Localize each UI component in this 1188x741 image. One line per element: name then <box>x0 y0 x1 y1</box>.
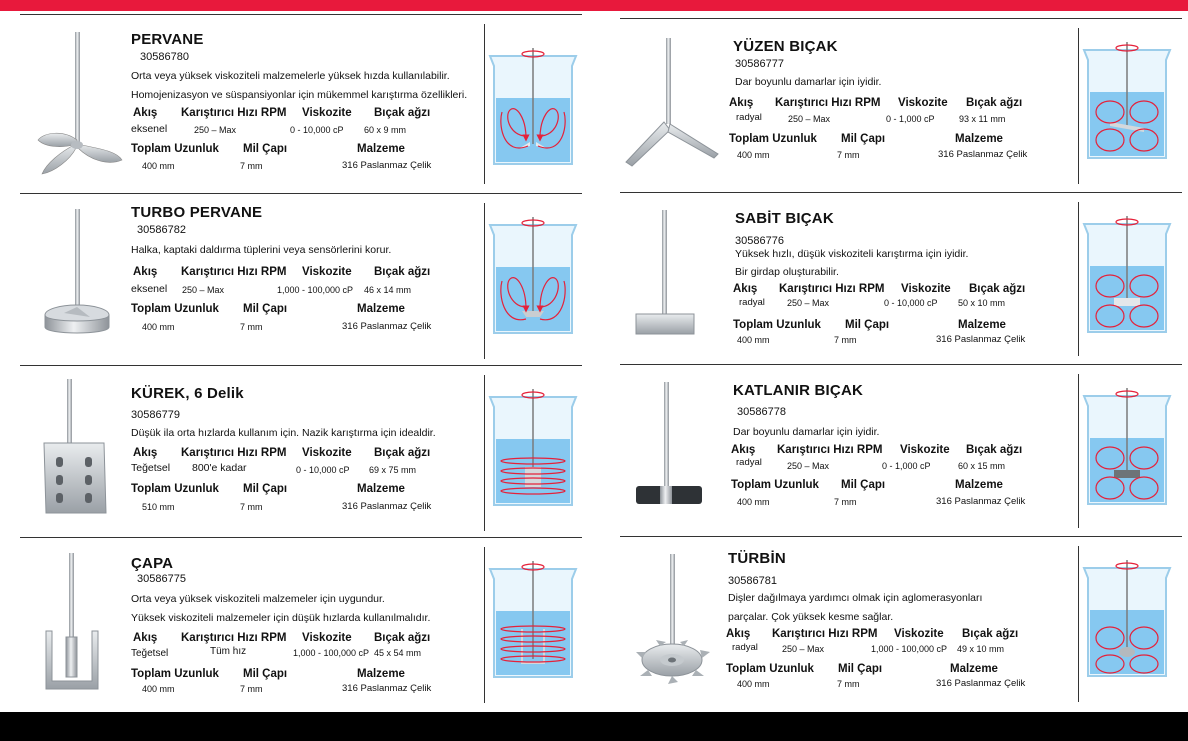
value-rpm: 250 – Max <box>782 644 825 654</box>
value-shaft: 7 mm <box>240 161 263 171</box>
value-material: 316 Paslanmaz Çelik <box>342 683 432 694</box>
turbine-image <box>634 554 724 690</box>
value-shaft: 7 mm <box>240 684 263 694</box>
beaker-diagram-axial <box>486 46 582 170</box>
label-rpm: Karıştırıcı Hızı RPM <box>181 107 287 119</box>
product-card-turbin <box>620 536 1182 708</box>
label-viscosity: Viskozite <box>302 632 352 644</box>
value-length: 400 mm <box>737 335 770 345</box>
product-desc: Dar boyunlu damarlar için iyidir. <box>733 426 880 438</box>
label-flow: Akış <box>133 632 158 644</box>
product-title: SABİT BIÇAK <box>735 210 834 227</box>
value-viscosity: 1,000 - 100,000 cP <box>277 285 354 295</box>
product-desc: Dar boyunlu damarlar için iyidir. <box>735 76 882 88</box>
label-material: Malzeme <box>955 133 1003 145</box>
product-desc: Halka, kaptaki daldırma tüplerini veya sensörlerini korur. <box>131 244 392 256</box>
value-viscosity: 1,000 - 100,000 cP <box>293 648 370 658</box>
product-title: PERVANE <box>131 31 204 48</box>
label-viscosity: Viskozite <box>898 97 948 109</box>
label-shaft: Mil Çapı <box>243 303 288 315</box>
value-flow: radyal <box>732 642 758 653</box>
value-length: 400 mm <box>737 150 770 160</box>
product-title: ÇAPA <box>131 555 174 572</box>
label-material: Malzeme <box>357 483 405 495</box>
value-length: 400 mm <box>737 497 770 507</box>
label-viscosity: Viskozite <box>894 628 944 640</box>
value-blade: 49 x 10 mm <box>957 644 1005 654</box>
label-material: Malzeme <box>357 303 405 315</box>
beaker-diagram-tangential <box>486 387 582 511</box>
value-shaft: 7 mm <box>834 335 857 345</box>
label-flow: Akış <box>731 444 756 456</box>
product-title: TURBO PERVANE <box>131 204 263 221</box>
paddle-image <box>38 379 128 519</box>
value-viscosity: 0 - 10,000 cP <box>290 125 344 135</box>
label-blade: Bıçak ağzı <box>374 632 431 644</box>
product-title: KATLANIR BIÇAK <box>733 382 864 399</box>
value-flow: radyal <box>736 457 762 468</box>
beaker-diagram-radial <box>1080 214 1176 338</box>
label-viscosity: Viskozite <box>900 444 950 456</box>
product-desc: Yüksek hızlı, düşük viskoziteli karıştırma için iyidir. <box>735 248 969 260</box>
label-length: Toplam Uzunluk <box>131 668 219 680</box>
beaker-diagram-tangential <box>486 559 582 683</box>
product-card-capa <box>20 537 582 709</box>
value-length: 400 mm <box>142 161 175 171</box>
beaker-diagram-radial <box>1080 558 1176 682</box>
product-code: 30586782 <box>137 224 186 236</box>
value-flow: Teğetsel <box>131 648 169 659</box>
product-desc: Düşük ila orta hızlarda kullanım için. Nazik karıştırma için idealdir. <box>131 427 436 439</box>
product-code: 30586781 <box>728 575 777 587</box>
value-flow: eksenel <box>131 283 168 295</box>
product-code: 30586778 <box>737 406 786 418</box>
product-code: 30586777 <box>735 58 784 70</box>
label-length: Toplam Uzunluk <box>729 133 817 145</box>
value-rpm: 250 – Max <box>787 461 830 471</box>
label-length: Toplam Uzunluk <box>131 303 219 315</box>
label-shaft: Mil Çapı <box>838 663 883 675</box>
folding-blade-image <box>634 382 724 516</box>
value-rpm: 250 – Max <box>182 285 225 295</box>
label-length: Toplam Uzunluk <box>131 143 219 155</box>
label-rpm: Karıştırıcı Hızı RPM <box>181 266 287 278</box>
value-material: 316 Paslanmaz Çelik <box>342 321 432 332</box>
product-desc: Bir girdap oluşturabilir. <box>735 266 839 278</box>
value-shaft: 7 mm <box>240 322 263 332</box>
value-length: 400 mm <box>142 322 175 332</box>
value-shaft: 7 mm <box>837 679 860 689</box>
value-blade: 93 x 11 mm <box>959 114 1006 124</box>
label-flow: Akış <box>726 628 751 640</box>
product-code: 30586779 <box>131 409 180 421</box>
label-shaft: Mil Çapı <box>845 319 890 331</box>
value-material: 316 Paslanmaz Çelik <box>938 149 1028 160</box>
label-flow: Akış <box>133 107 158 119</box>
bottom-black-bar <box>0 712 1188 741</box>
product-card-kurek <box>20 365 582 535</box>
value-rpm: 250 – Max <box>788 114 831 124</box>
product-desc: Orta veya yüksek viskoziteli malzemelerle yüksek hızda kullanılabilir. <box>131 70 450 82</box>
value-flow: eksenel <box>131 123 168 135</box>
product-code: 30586776 <box>735 235 784 247</box>
label-material: Malzeme <box>357 143 405 155</box>
label-rpm: Karıştırıcı Hızı RPM <box>181 447 287 459</box>
label-blade: Bıçak ağzı <box>966 97 1023 109</box>
product-card-yuzen-bicak <box>620 18 1182 190</box>
label-shaft: Mil Çapı <box>243 483 288 495</box>
value-length: 400 mm <box>142 684 175 694</box>
product-desc: Homojenizasyon ve süspansiyonlar için mükemmel karıştırma özellikleri. <box>131 89 468 101</box>
label-viscosity: Viskozite <box>302 447 352 459</box>
value-length: 400 mm <box>737 679 770 689</box>
beaker-diagram-radial <box>1080 40 1176 164</box>
label-flow: Akış <box>133 447 158 459</box>
value-rpm: 250 – Max <box>787 298 830 308</box>
value-viscosity: 0 - 10,000 cP <box>296 465 350 475</box>
label-blade: Bıçak ağzı <box>969 283 1026 295</box>
product-card-katlanir-bicak <box>620 364 1182 534</box>
value-rpm: 800'e kadar <box>192 462 247 474</box>
product-card-pervane <box>20 14 582 190</box>
value-blade: 69 x 75 mm <box>369 465 417 475</box>
product-card-sabit-bicak <box>620 192 1182 362</box>
label-shaft: Mil Çapı <box>841 479 886 491</box>
value-shaft: 7 mm <box>834 497 857 507</box>
product-desc: Dişler dağılmaya yardımcı olmak için aglomerasyonları <box>728 592 983 604</box>
value-flow: radyal <box>736 112 762 123</box>
label-rpm: Karıştırıcı Hızı RPM <box>777 444 883 456</box>
value-viscosity: 0 - 1,000 cP <box>882 461 931 471</box>
label-rpm: Karıştırıcı Hızı RPM <box>779 283 885 295</box>
label-shaft: Mil Çapı <box>841 133 886 145</box>
value-material: 316 Paslanmaz Çelik <box>936 678 1026 689</box>
turbo-propeller-image <box>34 209 124 359</box>
value-material: 316 Paslanmaz Çelik <box>936 334 1026 345</box>
label-flow: Akış <box>733 283 758 295</box>
label-flow: Akış <box>133 266 158 278</box>
label-rpm: Karıştırıcı Hızı RPM <box>775 97 881 109</box>
label-viscosity: Viskozite <box>302 266 352 278</box>
label-blade: Bıçak ağzı <box>374 107 431 119</box>
product-title: KÜREK, 6 Delik <box>131 385 244 402</box>
label-shaft: Mil Çapı <box>243 668 288 680</box>
value-viscosity: 1,000 - 100,000 cP <box>871 644 948 654</box>
floating-blade-image <box>624 38 724 168</box>
value-blade: 50 x 10 mm <box>958 298 1006 308</box>
value-length: 510 mm <box>142 502 175 512</box>
propeller-image <box>34 32 124 182</box>
product-title: YÜZEN BIÇAK <box>733 38 838 55</box>
value-viscosity: 0 - 10,000 cP <box>884 298 938 308</box>
label-material: Malzeme <box>958 319 1006 331</box>
value-flow: Teğetsel <box>131 462 171 474</box>
beaker-diagram-axial <box>486 215 582 339</box>
product-card-turbo-pervane <box>20 193 582 365</box>
beaker-diagram-radial <box>1080 386 1176 510</box>
value-blade: 60 x 15 mm <box>958 461 1006 471</box>
product-code: 30586775 <box>137 573 186 585</box>
value-blade: 46 x 14 mm <box>364 285 412 295</box>
label-length: Toplam Uzunluk <box>726 663 814 675</box>
label-material: Malzeme <box>950 663 998 675</box>
product-desc: Yüksek viskoziteli malzemeler için düşük hızlarda kullanılmalıdır. <box>131 612 431 624</box>
value-material: 316 Paslanmaz Çelik <box>342 160 432 171</box>
label-blade: Bıçak ağzı <box>374 447 431 459</box>
value-blade: 60 x 9 mm <box>364 125 407 135</box>
label-length: Toplam Uzunluk <box>131 483 219 495</box>
value-flow: radyal <box>739 297 765 308</box>
value-blade: 45 x 54 mm <box>374 648 422 658</box>
label-material: Malzeme <box>955 479 1003 491</box>
label-viscosity: Viskozite <box>901 283 951 295</box>
label-length: Toplam Uzunluk <box>733 319 821 331</box>
product-desc: parçalar. Çok yüksek kesme sağlar. <box>728 611 894 623</box>
label-flow: Akış <box>729 97 754 109</box>
label-material: Malzeme <box>357 668 405 680</box>
label-blade: Bıçak ağzı <box>962 628 1019 640</box>
value-shaft: 7 mm <box>837 150 860 160</box>
product-title: TÜRBİN <box>728 550 786 567</box>
product-code: 30586780 <box>140 51 189 63</box>
label-blade: Bıçak ağzı <box>374 266 431 278</box>
value-material: 316 Paslanmaz Çelik <box>936 496 1026 507</box>
top-red-bar <box>0 0 1188 11</box>
fixed-blade-image <box>634 210 714 346</box>
label-length: Toplam Uzunluk <box>731 479 819 491</box>
value-rpm: Tüm hız <box>210 646 247 657</box>
value-rpm: 250 – Max <box>194 125 237 135</box>
value-shaft: 7 mm <box>240 502 263 512</box>
anchor-image <box>42 553 122 695</box>
label-shaft: Mil Çapı <box>243 143 288 155</box>
label-rpm: Karıştırıcı Hızı RPM <box>181 632 287 644</box>
label-rpm: Karıştırıcı Hızı RPM <box>772 628 878 640</box>
value-viscosity: 0 - 1,000 cP <box>886 114 935 124</box>
label-viscosity: Viskozite <box>302 107 352 119</box>
label-blade: Bıçak ağzı <box>966 444 1023 456</box>
value-material: 316 Paslanmaz Çelik <box>342 501 432 512</box>
product-desc: Orta veya yüksek viskoziteli malzemeler için uygundur. <box>131 593 385 605</box>
